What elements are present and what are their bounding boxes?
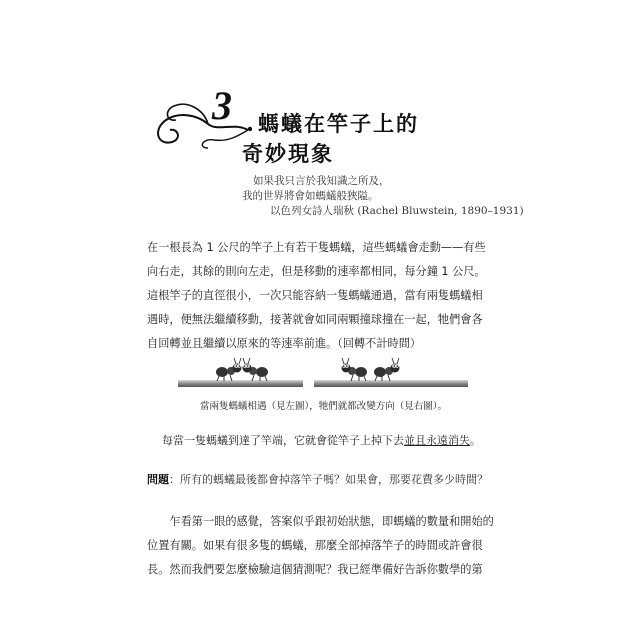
falloff-underlined: 並且永遠消失 — [404, 434, 470, 447]
paragraph-analysis — [147, 510, 494, 582]
ant-right-1 — [342, 358, 368, 381]
epigraph-line2: 我的世界將會如螞蟻般狹隘。 — [242, 190, 379, 202]
paragraph-analysis-line: 位置有關。如果有很多隻的螞蟻，那麼全部掉落竿子的時間或許會很 — [147, 539, 483, 552]
paragraph-intro-line: 遇時，便無法繼續移動，接著就會如同兩顆撞球撞在一起，牠們會各 — [147, 313, 483, 326]
ant-right-2 — [374, 358, 400, 381]
paragraph-intro — [147, 236, 486, 356]
question-label: 問題 — [147, 473, 169, 486]
figure-caption: 當兩隻螞蟻相遇（見左圖），牠們就都改變方向（見右圖）。 — [200, 401, 448, 412]
ant-left-2 — [243, 358, 269, 381]
paragraph-intro-line: 自回轉並且繼續以原來的等速率前進。（回轉不計時間） — [147, 337, 422, 350]
falloff-end: 。 — [470, 434, 481, 447]
chapter-title-line2: 奇妙現象 — [242, 141, 334, 166]
paragraph-analysis-line: 乍看第一眼的感覺，答案似乎跟初始狀態，即螞蟻的數量和開始的 — [147, 515, 494, 528]
ants-figure — [178, 352, 468, 392]
left-pole — [178, 380, 303, 387]
chapter-title-line1: 螞蟻在竿子上的 — [258, 111, 419, 136]
question — [147, 471, 488, 487]
paragraph-intro-line: 向右走，其餘的則向左走，但是移動的速率都相同，每分鐘 1 公尺。 — [147, 265, 486, 278]
chapter-ornament-icon — [138, 92, 258, 152]
chapter-number: 3 — [212, 83, 232, 128]
epigraph-attribution: 以色列女詩人瑞秋 (Rachel Bluwstein, 1890–1931) — [270, 205, 524, 217]
paragraph-analysis-line: 長。然而我們要怎麼檢驗這個猜測呢？我已經準備好告訴你數學的第 — [147, 563, 483, 576]
epigraph-line1: 如果我只言於我知識之所及， — [253, 175, 390, 187]
paragraph-intro-line: 在一根長為 1 公尺的竿子上有若干隻螞蟻，這些螞蟻會走動——有些 — [147, 241, 486, 254]
paragraph-intro-line: 這根竿子的直徑很小，一次只能容納一隻螞蟻通過，當有兩隻螞蟻相 — [147, 289, 483, 302]
ant-left-1 — [216, 358, 242, 381]
falloff-text: 每當一隻螞蟻到達了竿端，它就會從竿子上掉下去 — [162, 434, 404, 447]
right-pole — [314, 380, 468, 387]
question-text: ：所有的螞蟻最後都會掉落竿子嗎？如果會，那要花費多少時間？ — [169, 473, 488, 486]
paragraph-falloff — [162, 432, 481, 448]
